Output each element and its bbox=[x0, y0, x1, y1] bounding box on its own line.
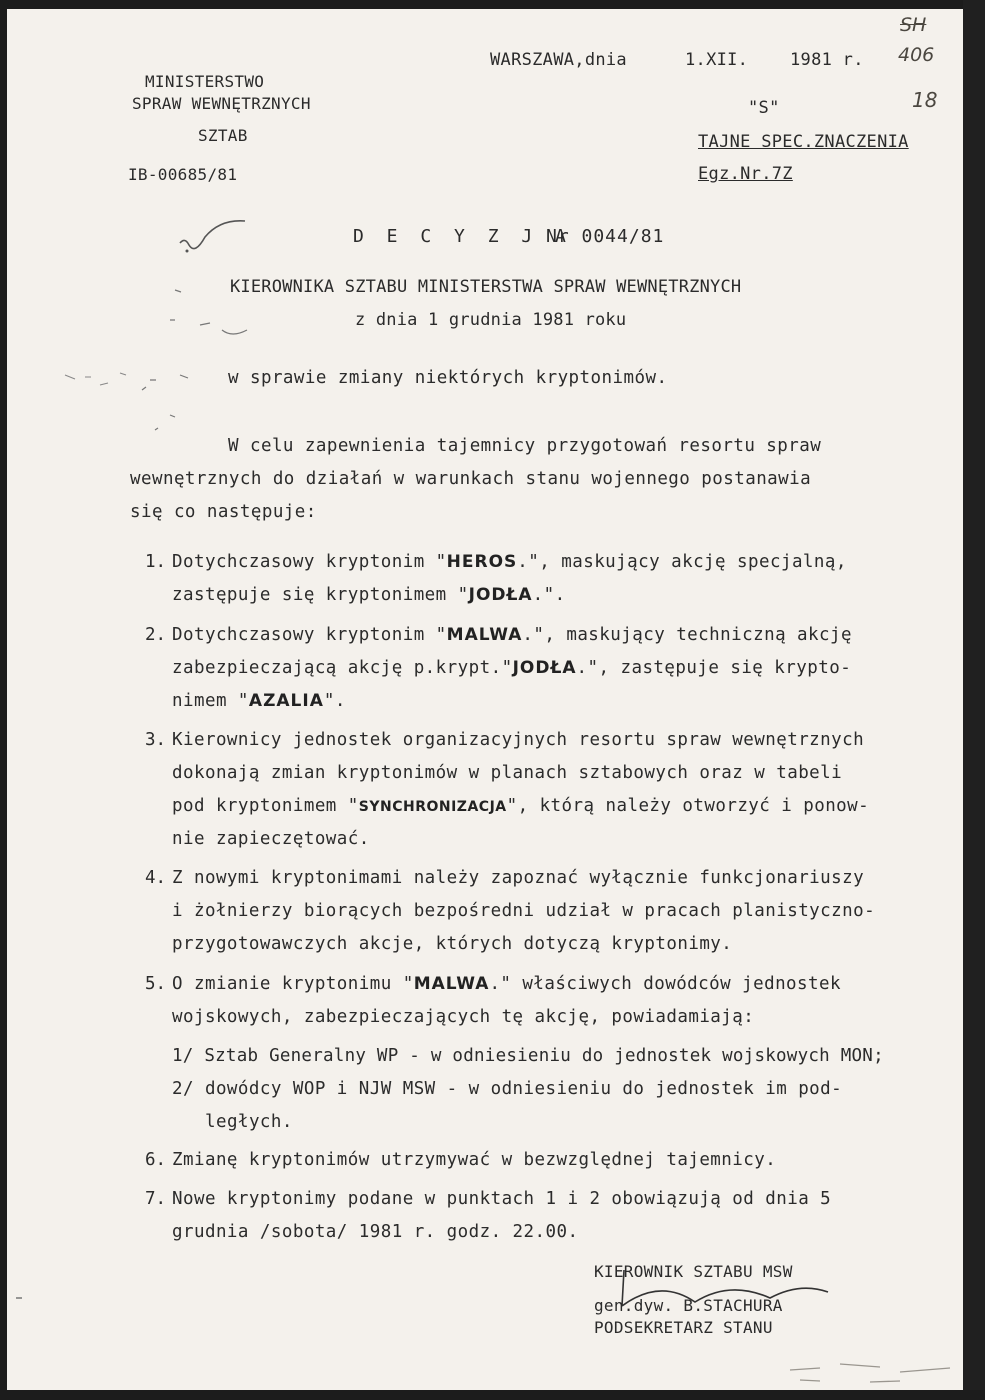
point-3-number: 3. bbox=[145, 730, 167, 750]
point-2-line-2: zabezpieczającą akcję p.krypt."JODŁA.", zastępuje się krypto- bbox=[172, 658, 852, 678]
issue-date-line: z dnia 1 grudnia 1981 roku bbox=[355, 310, 627, 330]
point-3-line-1: Kierownicy jednostek organizacyjnych resortu spraw wewnętrznych bbox=[172, 730, 865, 750]
margin-note-1: SH bbox=[900, 14, 927, 36]
document-number: Nr 0044/81 bbox=[546, 226, 665, 247]
point-6-number: 6. bbox=[145, 1150, 167, 1170]
codename-synchronizacja: SYNCHRONIZACJA bbox=[358, 799, 507, 815]
secrecy-code: "S" bbox=[748, 98, 780, 118]
preamble-line-3: się co następuje: bbox=[130, 502, 317, 522]
classification: TAJNE SPEC.ZNACZENIA bbox=[698, 132, 909, 152]
scan-speckles-left bbox=[60, 365, 150, 405]
point-5-number: 5. bbox=[145, 974, 167, 994]
ministry-line2: SPRAW WEWNĘTRZNYCH bbox=[132, 94, 311, 113]
point-3-line-4: nie zapieczętować. bbox=[172, 829, 370, 849]
point-2-number: 2. bbox=[145, 625, 167, 645]
point-4-number: 4. bbox=[145, 868, 167, 888]
point-1-number: 1. bbox=[145, 552, 167, 572]
scan-edge-top bbox=[0, 0, 985, 9]
scan-edge-right bbox=[963, 0, 985, 1400]
point-3-line-2: dokonają zmian kryptonimów w planach sztabowych oraz w tabeli bbox=[172, 763, 843, 783]
codename-heros: HEROS bbox=[446, 552, 518, 572]
point-4-line-3: przygotowawczych akcje, których dotyczą kryptonimy. bbox=[172, 934, 733, 954]
point-2-line-3: nimem "AZALIA". bbox=[172, 691, 346, 711]
point-1-line-2: zastępuje się kryptonimem "JODŁA.". bbox=[172, 585, 566, 605]
point-5-sub-1: 1/ Sztab Generalny WP - w odniesieniu do jednostek wojskowych MON; bbox=[172, 1046, 884, 1066]
signatory-name: gen.dyw. B.STACHURA bbox=[594, 1296, 783, 1315]
point-5-line-2: wojskowych, zabezpieczających tę akcję, powiadamiają: bbox=[172, 1007, 755, 1027]
preamble-line-1: W celu zapewnienia tajemnicy przygotowań resortu spraw bbox=[228, 436, 822, 456]
reference-number: IB-00685/81 bbox=[128, 165, 238, 184]
codename-jodla-2: JODŁA bbox=[512, 658, 577, 678]
subject-line: w sprawie zmiany niektórych kryptonimów. bbox=[228, 368, 668, 388]
codename-malwa-2: MALWA bbox=[413, 974, 490, 994]
scan-edge-left bbox=[0, 0, 7, 1400]
margin-note-2: 406 bbox=[898, 44, 935, 66]
signature-office: KIEROWNIK SZTABU MSW bbox=[594, 1262, 793, 1281]
point-7-line-1: Nowe kryptonimy podane w punktach 1 i 2 obowiązują od dnia 5 bbox=[172, 1189, 832, 1209]
preamble-line-2: wewnętrznych do działań w warunkach stanu wojennego postanawia bbox=[130, 469, 812, 489]
codename-azalia: AZALIA bbox=[248, 691, 324, 711]
point-5-sub-2-line-2: ległych. bbox=[205, 1112, 293, 1132]
codename-jodla: JODŁA bbox=[468, 585, 533, 605]
scan-edge-bottom bbox=[0, 1390, 985, 1400]
document-title: D E C Y Z J A bbox=[353, 226, 572, 247]
scan-mark-left bbox=[12, 1290, 32, 1310]
signatory-title: PODSEKRETARZ STANU bbox=[594, 1318, 773, 1337]
issuer-heading: KIEROWNIKA SZTABU MINISTERSTWA SPRAW WEWNĘTRZNYCH bbox=[230, 277, 742, 297]
copy-number: Egz.Nr.7Z bbox=[698, 164, 793, 184]
point-5-sub-2-line-1: 2/ dowódcy WOP i NJW MSW - w odniesieniu do jednostek im pod- bbox=[172, 1079, 843, 1099]
codename-malwa: MALWA bbox=[446, 625, 523, 645]
handwritten-check-mark bbox=[175, 215, 250, 265]
point-2-line-1: Dotychczasowy kryptonim "MALWA.", maskujący techniczną akcję bbox=[172, 625, 852, 645]
point-1-line-1: Dotychczasowy kryptonim "HEROS.", maskujący akcję specjalną, bbox=[172, 552, 847, 572]
margin-note-3: 18 bbox=[912, 88, 938, 112]
place-date-prefix: WARSZAWA,dnia bbox=[490, 50, 627, 70]
point-3-line-3: pod kryptonimem "SYNCHRONIZACJA", którą należy otworzyć i ponow- bbox=[172, 796, 870, 816]
point-4-line-2: i żołnierzy biorących bezpośredni udział w pracach planistyczno- bbox=[172, 901, 876, 921]
scan-speckles-bottom bbox=[780, 1350, 970, 1390]
ministry-line3: SZTAB bbox=[198, 126, 248, 145]
point-4-line-1: Z nowymi kryptonimami należy zapoznać wyłącznie funkcjonariuszy bbox=[172, 868, 865, 888]
point-7-number: 7. bbox=[145, 1189, 167, 1209]
date-year: 1981 r. bbox=[790, 50, 864, 70]
point-5-line-1: O zmianie kryptonimu "MALWA." właściwych dowódców jednostek bbox=[172, 974, 841, 994]
point-6-line-1: Zmianę kryptonimów utrzymywać w bezwzględnej tajemnicy. bbox=[172, 1150, 777, 1170]
ministry-line1: MINISTERSTWO bbox=[145, 72, 265, 91]
point-7-line-2: grudnia /sobota/ 1981 r. godz. 22.00. bbox=[172, 1222, 579, 1242]
date-day-month: 1.XII. bbox=[685, 50, 749, 70]
